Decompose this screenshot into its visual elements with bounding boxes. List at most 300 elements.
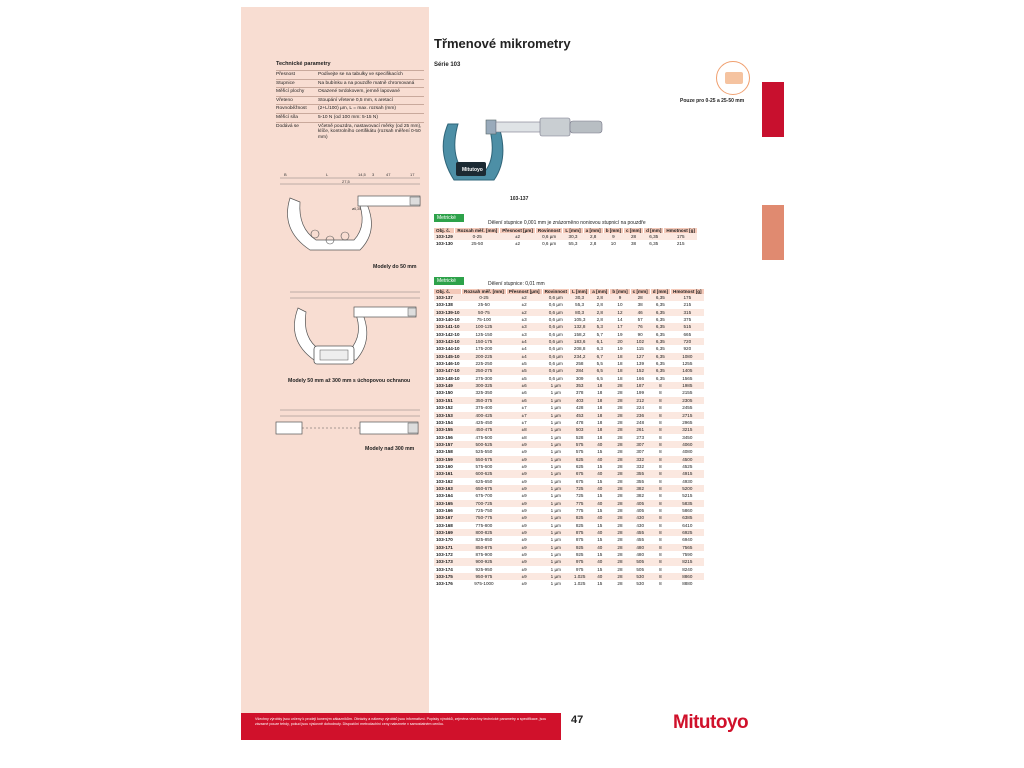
table-cell: 19 — [617, 346, 623, 352]
table-cell: 5,5 — [596, 361, 603, 367]
table-cell: 975 — [570, 558, 590, 565]
table-cell: 2,8 — [596, 317, 603, 323]
table-cell: ±3 — [521, 331, 527, 337]
table-cell: 450-475 — [462, 426, 507, 433]
table-row — [434, 456, 704, 463]
table-cell: 8 — [650, 558, 670, 565]
table-cell: 18 — [597, 434, 603, 440]
table-cell: 28 — [610, 514, 630, 521]
table-cell: 224 — [636, 405, 644, 411]
table-cell: 6,35 — [655, 375, 665, 381]
table-cell: 6,7 — [590, 353, 610, 360]
table-cell: 1 µm — [542, 558, 569, 565]
table-cell: 8 — [659, 507, 662, 513]
tech-param-value: Osazené tvrdokovem, jemně lapované — [318, 88, 424, 97]
table-cell: 208,8 — [573, 346, 586, 352]
table-cell: 403 — [570, 397, 590, 404]
table-cell: 307 — [636, 449, 644, 455]
dim-dia: ø6,35 — [352, 207, 361, 211]
table-cell: 2455 — [682, 405, 693, 411]
table-cell: 400-425 — [462, 412, 507, 419]
table-cell: 5860 — [682, 507, 693, 513]
table-cell: ±7 — [521, 405, 527, 411]
table-cell: 125-150 — [475, 331, 493, 337]
table-cell: 40 — [590, 485, 610, 492]
table-cell: 7590 — [682, 552, 693, 558]
table-row — [434, 580, 704, 587]
table-cell: 6,35 — [650, 294, 670, 301]
table-cell: 600-625 — [462, 470, 507, 477]
table-cell: 1 µm — [550, 522, 561, 528]
table-cell: ±9 — [506, 470, 542, 477]
tech-param-row — [276, 122, 424, 141]
tech-param-key: Dodává se — [276, 122, 318, 141]
table-cell: 28 — [624, 233, 644, 240]
dim-d1: 14,5 — [358, 172, 366, 177]
table-cell: 8 — [659, 552, 662, 558]
table-cell: 6940 — [682, 537, 693, 543]
table-cell: ±9 — [521, 522, 527, 528]
table-cell: ±9 — [521, 449, 527, 455]
table-cell: 455 — [630, 529, 650, 536]
table-row — [434, 544, 704, 551]
table-cell: 19 — [617, 331, 623, 337]
table-cell: 273 — [636, 434, 644, 440]
table-cell: 103-129 — [436, 234, 453, 239]
table-cell: 0,6 µm — [548, 375, 563, 381]
table-cell: 8 — [659, 581, 662, 587]
table-cell: 28 — [610, 470, 630, 477]
tech-param-key: Rovnoběžnost — [276, 105, 318, 114]
table-cell: ±9 — [521, 537, 527, 543]
table-cell: 625 — [570, 456, 590, 463]
table-row — [434, 404, 704, 411]
table-cell: 1985 — [671, 382, 705, 389]
table-cell: 1 µm — [542, 426, 569, 433]
table-cell: 90 — [637, 331, 643, 337]
table-cell: 1 µm — [542, 397, 569, 404]
brand-logo: Mitutoyo — [673, 712, 749, 733]
table-cell: ±9 — [521, 566, 527, 572]
table-cell: 8 — [659, 419, 662, 425]
table-cell: 6,1 — [590, 338, 610, 345]
tech-param-value: Podívejte se na tabulky ve specifikacích — [318, 71, 424, 80]
table-cell: 6,35 — [650, 353, 670, 360]
range-note: Pouze pro 0-25 a 25-50 mm — [680, 98, 745, 104]
table-cell: 750-775 — [462, 514, 507, 521]
tech-param-key: Měřicí síla — [276, 113, 318, 122]
column-header: Hmotnost [g] — [671, 289, 705, 294]
table-cell: 175-200 — [475, 346, 493, 352]
table-cell: 25-50 — [471, 241, 484, 247]
column-header: Rozsah měř. [mm] — [462, 289, 507, 294]
column-header: Rovinnost — [535, 228, 562, 233]
table-cell: 8 — [650, 441, 670, 448]
table-cell: 6,3 — [596, 346, 603, 352]
tech-param-row — [276, 105, 424, 114]
column-header: Přesnost [µm] — [506, 289, 542, 294]
table-cell: 103-152 — [436, 405, 453, 411]
table-cell: 9 — [610, 294, 630, 301]
table-cell: 355 — [630, 470, 650, 477]
table-cell: 1 µm — [542, 514, 569, 521]
table-cell: 200-225 — [462, 353, 507, 360]
table-cell: ±2 — [500, 233, 536, 240]
table-cell: 28 — [617, 478, 623, 484]
table-cell: 103-142-10 — [436, 331, 460, 337]
column-header: a [mm] — [590, 289, 610, 294]
table-cell: 103-155 — [434, 426, 462, 433]
table-cell: ±5 — [506, 367, 542, 374]
table-cell: 18 — [590, 412, 610, 419]
column-header: b [mm] — [610, 289, 630, 294]
table-cell: 215 — [676, 241, 685, 247]
table-cell: 975-1000 — [474, 581, 494, 587]
table-cell: 800-825 — [462, 529, 507, 536]
table-cell: 0-25 — [455, 233, 500, 240]
table-cell: 1 µm — [550, 478, 561, 484]
table-cell: 212 — [630, 397, 650, 404]
table-cell: 1080 — [671, 353, 705, 360]
table-cell: 8 — [650, 456, 670, 463]
table-cell: 275-300 — [475, 375, 493, 381]
table-cell: 4930 — [682, 478, 693, 484]
tech-params-table — [276, 70, 424, 141]
table-cell: 28 — [617, 537, 623, 543]
table-cell: 250-275 — [462, 367, 507, 374]
table-cell: 18 — [597, 405, 603, 411]
table-cell: 103-150 — [436, 390, 453, 396]
table-cell: 6925 — [671, 529, 705, 536]
table-cell: 28 — [610, 426, 630, 433]
table-cell: 1 µm — [550, 419, 561, 425]
table-cell: 4500 — [671, 456, 705, 463]
table-cell: 6385 — [671, 514, 705, 521]
table-cell: 18 — [617, 375, 623, 381]
table-cell: 850-875 — [462, 544, 507, 551]
table-cell: 103-159 — [434, 456, 462, 463]
table-cell: 40 — [590, 558, 610, 565]
page-number: 47 — [571, 714, 584, 726]
table-cell: 720 — [671, 338, 705, 345]
table-cell: 103-146-10 — [436, 361, 460, 367]
table-cell: 8 — [650, 485, 670, 492]
table-cell: 1 µm — [542, 485, 569, 492]
dim-b: B — [284, 172, 287, 177]
table-cell: ±2 — [515, 241, 521, 247]
table-cell: 18 — [590, 426, 610, 433]
table-cell: 775 — [575, 507, 584, 513]
table-cell: 5,7 — [596, 331, 603, 337]
table-cell: ±9 — [506, 500, 542, 507]
table-cell: 100-125 — [462, 323, 507, 330]
table-cell: 139 — [636, 361, 644, 367]
certification-badge — [716, 61, 750, 95]
table-cell: 5835 — [671, 500, 705, 507]
table-cell: 28 — [610, 558, 630, 565]
table-cell: 1 µm — [542, 529, 569, 536]
figure-label-2: Modely 50 mm až 300 mm s úchopovou ochranou — [288, 378, 411, 384]
table-cell: 478 — [575, 419, 584, 425]
table-cell: 6,35 — [655, 346, 665, 352]
table-cell: 825-850 — [475, 537, 493, 543]
table-cell: ±9 — [506, 529, 542, 536]
dim-l: L — [326, 172, 329, 177]
table-cell: 28 — [617, 566, 623, 572]
table-cell: 6,35 — [649, 241, 659, 247]
table-cell: 15 — [597, 566, 603, 572]
table2-note: Dělení stupnice: 0,01 mm — [488, 281, 545, 287]
table-cell: 480 — [630, 544, 650, 551]
table-cell: ±9 — [521, 493, 527, 499]
table-cell: 925-950 — [475, 566, 493, 572]
table-cell: 8 — [650, 470, 670, 477]
table-cell: ±9 — [521, 463, 527, 469]
table-row — [434, 426, 704, 433]
table-cell: ±2 — [521, 302, 527, 308]
table-cell: 57 — [637, 317, 643, 323]
svg-text:Mitutoyo: Mitutoyo — [462, 167, 483, 173]
table-cell: 1 µm — [542, 500, 569, 507]
table1 — [434, 228, 698, 248]
figure-label-1: Modely do 50 mm — [373, 264, 417, 270]
table-row — [434, 478, 704, 485]
column-header: Obj. č. — [434, 228, 455, 233]
table-cell: ±6 — [506, 382, 542, 389]
table-cell: 152 — [630, 367, 650, 374]
table-row — [434, 522, 704, 529]
table-cell: 30,3 — [563, 233, 583, 240]
table-cell: 102 — [630, 338, 650, 345]
table-cell: 28 — [610, 397, 630, 404]
table-cell: 375 — [683, 317, 692, 323]
table-cell: 103-138 — [436, 302, 453, 308]
table-cell: 900-925 — [462, 558, 507, 565]
table-row — [434, 389, 704, 396]
tech-param-row — [276, 71, 424, 80]
table-cell: 261 — [630, 426, 650, 433]
table-cell: 430 — [636, 522, 644, 528]
table-cell: 225-250 — [475, 361, 493, 367]
tech-param-value: 5-10 N (od 100 mm: 5-15 N) — [318, 113, 424, 122]
table-cell: 5200 — [671, 485, 705, 492]
table-cell: 4915 — [671, 470, 705, 477]
table-cell: 103-141-10 — [436, 324, 460, 330]
table-cell: 0-25 — [462, 294, 507, 301]
table-cell: 284 — [570, 367, 590, 374]
table-cell: 103-161 — [434, 470, 462, 477]
table-row — [434, 529, 704, 536]
table-cell: 28 — [630, 294, 650, 301]
table-cell: 103-147-10 — [436, 368, 460, 374]
table-cell: 455 — [636, 537, 644, 543]
table-cell: 300-325 — [462, 382, 507, 389]
table-cell: 3215 — [671, 426, 705, 433]
column-header: d [mm] — [650, 289, 670, 294]
table-cell: 9 — [603, 233, 623, 240]
dim-d5: 27,5 — [342, 179, 350, 184]
table-cell: 332 — [636, 463, 644, 469]
tech-params-title: Technické parametry — [276, 61, 331, 67]
table-cell: 40 — [590, 441, 610, 448]
table-cell: 428 — [575, 405, 584, 411]
table-row — [434, 536, 704, 543]
table-cell: 28 — [610, 544, 630, 551]
table-cell: 825 — [575, 522, 584, 528]
table-cell: ±9 — [506, 514, 542, 521]
table-cell: 103-157 — [434, 441, 462, 448]
table-cell: 503 — [570, 426, 590, 433]
table-cell: 103-149 — [434, 382, 462, 389]
table-cell: 8 — [659, 537, 662, 543]
table-cell: 382 — [630, 485, 650, 492]
table-cell: 103-144-10 — [436, 346, 460, 352]
table-cell: 0,6 µm — [542, 367, 569, 374]
table-cell: 15 — [597, 493, 603, 499]
table-cell: 103-163 — [434, 485, 462, 492]
table-cell: 28 — [617, 463, 623, 469]
table-cell: 355 — [636, 478, 644, 484]
table-cell: 2715 — [671, 412, 705, 419]
table-row — [434, 566, 704, 573]
table-cell: 2,8 — [583, 233, 603, 240]
table-cell: 875 — [575, 537, 584, 543]
table-cell: 15 — [597, 581, 603, 587]
table-cell: 309 — [575, 375, 584, 381]
table-cell: 50-75 — [462, 309, 507, 316]
table1-tag: Metrické — [434, 214, 464, 222]
table-cell: 103-139-10 — [436, 309, 460, 315]
table1-note: Dělení stupnice 0,001 mm je znázorněno noniovou stupnicí na pouzdře — [488, 220, 646, 226]
table-cell: 1.025 — [573, 581, 586, 587]
tech-param-key: Měřicí plochy — [276, 88, 318, 97]
table-cell: 28 — [610, 485, 630, 492]
table-cell: 15 — [597, 552, 603, 558]
table-cell: 187 — [630, 382, 650, 389]
table-row — [434, 470, 704, 477]
table-cell: ±6 — [521, 390, 527, 396]
column-header: Rovinnost — [542, 289, 569, 294]
page-title: Třmenové mikrometry — [434, 36, 571, 51]
table-cell: ±3 — [521, 317, 527, 323]
table-cell: 40 — [590, 573, 610, 580]
figure-model-300plus — [270, 402, 430, 446]
table-cell: 1 µm — [550, 390, 561, 396]
table-cell: 378 — [575, 390, 584, 396]
table-cell: 38 — [637, 302, 643, 308]
table-cell: 103-176 — [436, 581, 453, 587]
red-edge-tab — [762, 82, 784, 137]
table-cell: ±9 — [521, 478, 527, 484]
table-cell: 103-168 — [436, 522, 453, 528]
table-cell: 1 µm — [542, 573, 569, 580]
table-cell: 8 — [659, 478, 662, 484]
table-cell: ±4 — [521, 346, 527, 352]
column-header: Hmotnost [g] — [664, 228, 698, 233]
table-cell: 55,3 — [575, 302, 585, 308]
table-cell: 28 — [617, 581, 623, 587]
table-cell: 525-550 — [475, 449, 493, 455]
table-row — [434, 316, 704, 323]
table-cell: 475-500 — [475, 434, 493, 440]
table-row — [434, 551, 704, 558]
table-cell: 0,6 µm — [542, 323, 569, 330]
tech-param-row — [276, 96, 424, 105]
table-cell: 40 — [590, 529, 610, 536]
table-row — [434, 463, 704, 470]
dim-d4: 17 — [410, 172, 415, 177]
table-cell: ±7 — [506, 412, 542, 419]
table2-tag: Metrické — [434, 277, 464, 285]
table-cell: 2,8 — [596, 302, 603, 308]
table-cell: 920 — [683, 346, 692, 352]
table-cell: ±7 — [521, 419, 527, 425]
table-cell: ±8 — [521, 434, 527, 440]
table-cell: 1 µm — [542, 382, 569, 389]
table-cell: 8860 — [671, 573, 705, 580]
table-row — [434, 323, 704, 330]
table-cell: 75-100 — [476, 317, 492, 323]
table-cell: 0,6 µm — [548, 317, 563, 323]
table-cell: 55,3 — [568, 241, 578, 247]
table-cell: 425-450 — [475, 419, 493, 425]
table-cell: 15 — [597, 507, 603, 513]
table-row — [434, 294, 704, 301]
table-cell: 5215 — [682, 493, 693, 499]
table-cell: ±2 — [506, 294, 542, 301]
table-cell: 28 — [617, 419, 623, 425]
table-cell: 675-700 — [475, 493, 493, 499]
table-cell: 875 — [570, 529, 590, 536]
table-cell: 500-525 — [462, 441, 507, 448]
table-cell: ±9 — [506, 573, 542, 580]
micrometer-photo — [434, 108, 614, 194]
table-cell: 0,6 µm — [548, 331, 563, 337]
table-cell: 8 — [650, 397, 670, 404]
tech-param-value: Stoupání vřetene 0,5 mm, s aretací — [318, 96, 424, 105]
table-cell: 675 — [570, 470, 590, 477]
table-cell: 8 — [650, 573, 670, 580]
table-cell: 15 — [597, 537, 603, 543]
table-cell: 103-167 — [434, 514, 462, 521]
table-cell: 405 — [630, 500, 650, 507]
table-row — [434, 492, 704, 499]
table-row — [434, 338, 704, 345]
table-cell: 1 µm — [550, 581, 561, 587]
table-cell: 528 — [575, 434, 584, 440]
table-cell: 6,35 — [650, 309, 670, 316]
table-cell: 6,35 — [655, 317, 665, 323]
table-cell: 665 — [683, 331, 692, 337]
table-cell: 28 — [617, 390, 623, 396]
table-cell: ±5 — [521, 361, 527, 367]
table-cell: 1565 — [682, 375, 693, 381]
table-cell: 28 — [617, 434, 623, 440]
table-cell: 18 — [590, 397, 610, 404]
table-cell: 103-148-10 — [436, 375, 460, 381]
table-cell: 650-675 — [462, 485, 507, 492]
column-header: Obj. č. — [434, 289, 462, 294]
table-cell: 530 — [636, 581, 644, 587]
table-cell: 28 — [610, 573, 630, 580]
tech-param-key: Vřeteno — [276, 96, 318, 105]
series-label: Série 103 — [434, 62, 461, 68]
table-cell: 40 — [590, 470, 610, 477]
table-cell: 215 — [683, 302, 692, 308]
table-cell: 0,6 µm — [548, 346, 563, 352]
table-cell: 103-160 — [436, 463, 453, 469]
salmon-edge-tab — [762, 205, 784, 260]
